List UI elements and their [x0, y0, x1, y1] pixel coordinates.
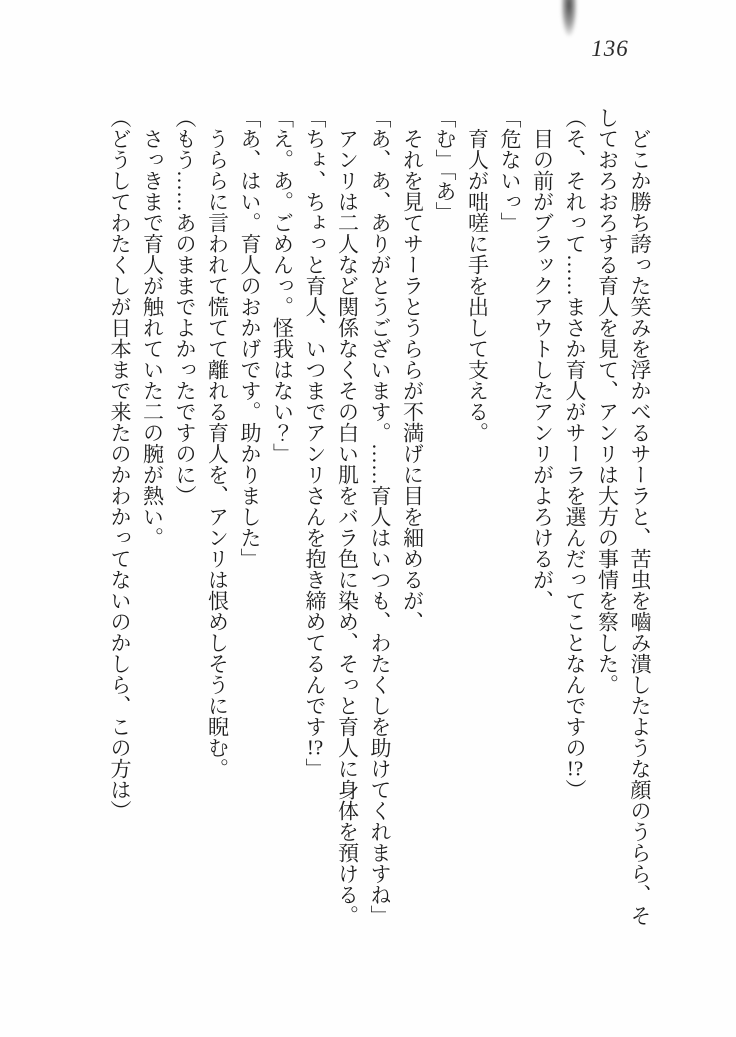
page-number: 136 — [591, 36, 629, 61]
paragraph: 目の前がブラックアウトしたアンリがよろけるが、 — [530, 128, 555, 611]
paragraph: 「ちょ、ちょっと育人、いつまでアンリさんを抱き締めてるんです!?」 — [303, 107, 327, 779]
page-text — [104, 107, 657, 926]
paragraph: 「え。あ。ごめんっ。怪我はない？」 — [270, 107, 295, 464]
interrobang-text: !? — [306, 737, 324, 758]
paragraph: （どうしてわたくしが日本まで来たのかわかってないのかしら、この方は） — [108, 107, 132, 821]
paragraph: （そ、それって……まさか育人がサーラを選んだってことなんですの!?） — [563, 107, 587, 800]
paragraph: さっきまで育人が触れていた二の腕が熱い。 — [140, 128, 165, 548]
paragraph: それを見てサーラとうららが不満げに目を細めるが、 — [400, 128, 425, 632]
paragraph: 育人が咄嗟に手を出して支える。 — [465, 128, 490, 443]
paragraph: どこか勝ち誇った笑みを浮かべるサーラと、苦虫を嚙み潰したような顔のうらら、そしておろおろする育人を見て、アンリは大方の事情を察した。 — [595, 107, 652, 926]
paragraph: アンリは二人など関係なくその白い肌をバラ色に染め、そっと育人に身体を預ける。 — [335, 128, 360, 926]
paragraph: 「危ないっ」 — [498, 107, 522, 233]
paragraph: 「む」「あ」 — [433, 107, 457, 223]
paragraph: （もう……あのままでよかったですのに） — [173, 107, 197, 506]
paragraph: うららに言われて慌てて離れる育人を、アンリは恨めしそうに睨む。 — [205, 128, 230, 779]
interrobang-text: !? — [566, 758, 584, 779]
paragraph: 「あ、はい。育人のおかげです。助かりました」 — [238, 107, 262, 569]
paragraph: 「あ、あ、ありがとうございます。……育人はいつも、わたくしを助けてくれますね」 — [368, 107, 392, 926]
scan-smudge-artifact — [561, 0, 577, 36]
